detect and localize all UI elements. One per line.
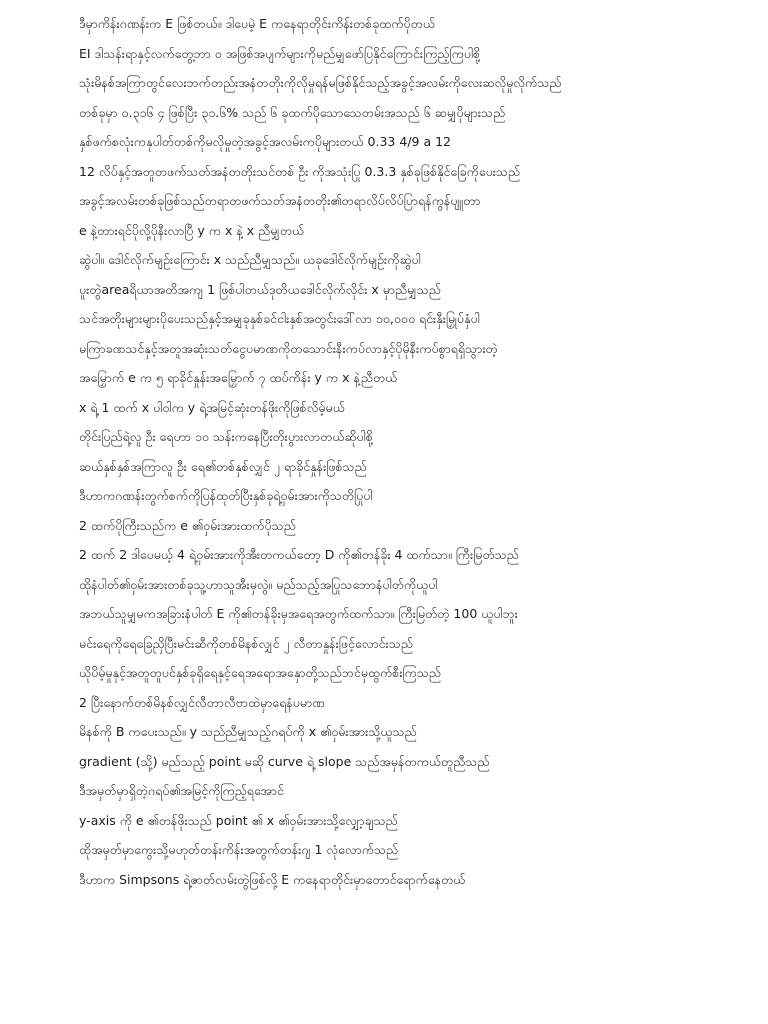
text-line-3: သုံးမိနစ်အကြာတွင်လေးဘက်တည်းအနံတတိုးကိုလိုမှုရန်မဖြစ်နိုင်သည့်အခွင့်အလမ်းကိုလေးဆလိုမှုလိုက်သည်: [79, 75, 562, 90]
text-line-22: မင်းရေကိုရေခြေညှိပြီးမင်းဆီကိုတစ်မိနစ်လျှင် ၂ လီတာနှုန်းဖြင့်လောင်းသည်: [79, 635, 413, 651]
text-line-24: 2 ပြီးနောက်တစ်မိနစ်လျှင်လီတာလီဗာထဲမှာရေနံပမာဏ: [79, 694, 325, 710]
text-line-6: 12 လိပ်နှင့်အတူတဖက်သတ်အနံတတိုးသင်တစ် ဦး ကိုအသုံးပြု 0.3.3 နှစ်ခုဖြစ်နိုင်ခြေကိုပေးသည်: [79, 163, 521, 179]
text-line-14: x ရဲ့ 1 ထက် x ပါဝါက y ရဲ့အမြင့်ဆုံးတန်ဖိုးကိုဖြစ်လိမ့်မယ်: [79, 399, 345, 415]
text-line-4: တစ်ခုမှာ ၀.၃၁၆ ၄ ဖြစ်ပြီး ၃၁.၆% သည် ၆ ခုထက်ပိုသောသေတမ်းအသည် ၆ ဆမျှပိုများသည်: [79, 104, 506, 120]
text-line-8: e နဲ့တားရင်ပိုလို့ပိုနီးလာပြီ y က x နဲ့ x ညီမျှတယ်: [79, 222, 305, 238]
text-line-29: ထိုအမှတ်မှာကွေးသို့မဟုတ်တန်းကိန်းအတွက်တန်းဂျ 1 လုံလောက်သည်: [79, 842, 399, 857]
text-line-16: ဆယ်နှစ်နှစ်အကြာလူ ဦး ရေ၏တစ်နှစ်လျှင် ၂ ရာခိုင်နှုန်းဖြစ်သည်: [79, 458, 367, 474]
text-line-17: ဒီဟာကဂဏန်းတွက်စက်ကိုပြန်ထုတ်ပြီးနှစ်ခုရဲ့ဝှမ်းအားကိုသတိပြုပါ: [79, 488, 373, 503]
text-line-23: ယိုပိမ့်မှုနှင့်အတူတူပင်နှစ်ခုရှိရေနှင့်ရေအရောအနှောတို့သည်ဘင်မှထွက်စီးကြသည်: [79, 665, 441, 680]
text-line-10: ပူးတွဲareaရိယာအတိအကျ 1 ဖြစ်ပါတယ်ဒုတိယဒေါင်လိုက်လိုင်း x မှာညီမျှသည်: [79, 281, 441, 297]
text-line-26: gradient (သို့) မည်သည့် point မဆို curve ရဲ့ slope သည်အမှန်တကယ်တူညီသည်: [79, 753, 490, 769]
text-line-28: y-axis ကို e ၏တန်ဖိုးသည် point ၏ x ၏ဝှမ်းအားသို့လျှော့ချသည်: [79, 812, 398, 828]
text-line-12: မကြာခဏသင်နှင့်အတူအဆုံးသတ်ငွေပမာဏကိုတသောင်းနီးကပ်လာနှင့်ပိုမိုနီးကပ်စွာရရှိသွားတဲ့: [79, 340, 498, 356]
text-line-1: ဒီမှာကိန်းဂဏန်းက E ဖြစ်တယ်။ ဒါပေမဲ့ E ကနေရာတိုင်းကိန်းတစ်ခုထက်ပိုတယ်: [79, 16, 435, 31]
text-line-19: 2 ထက် 2 ဒါပေမယ့် 4 ရဲ့ဝှမ်းအားကိုအီးတကယ်တော့ D ကို၏တန်ခိုး 4 ထက်သာ။ ကြီးမြတ်သည်: [79, 547, 519, 562]
document-text-body: [79, 9, 739, 894]
text-line-2: EI ဒါသန်းရာနှင့်လက်တွေ့ဘာ ၀ အဖြစ်အပျက်များကိုမည်မျှဖော်ပြနိုင်ကြောင်းကြည့်ကြပါစို့: [79, 45, 481, 61]
text-line-21: အဘယ်သူမျှမကအခြားနံပါတ် E ကို၏တန်ခိုးမှအရေအတွက်ထက်သာ။ ကြီးမြတ်တဲ့ 100 ယူပါဘူး: [79, 606, 518, 621]
text-line-15: တိုင်းပြည်ရဲ့လူ ဦး ရေဟာ ၁၀ သန်းကနေပြီးတိုးပွားလာတယ်ဆိုပါစို့: [79, 429, 373, 444]
text-line-27: ဒီအမှတ်မှာရှိတဲ့ဂရပ်၏အမြင့်ကိုကြည့်ရအောင်: [79, 783, 284, 798]
text-line-30: ဒီဟာက Simpsons ရဲ့ဇာတ်လမ်းတွဲဖြစ်လို့ E ကနေရာတိုင်းမှာတောင်ရောက်နေတယ်: [79, 871, 466, 887]
text-line-11: သင်အတိုးများများပိုပေးသည်နှင့်အမျှခုနှစ်ခင်ငါးနှစ်အတွင်းဒေါ်လာ ၁၀,၀၀၀ ရင်းနှီးမြှုပ်နှံပါ: [79, 311, 480, 326]
text-line-7: အခွင့်အလမ်းတစ်ခုဖြစ်သည်တရာတဖက်သတ်အနံတတိုး၏တရာလိပ်လိပ်ပြာရန်ကွန်ပျူတာ: [79, 193, 481, 208]
text-line-25: မိနစ်ကို B ကပေးသည်။ y သည်ညီမျှသည့်ဂရပ်ကို x ၏ဝှမ်းအားသို့ယူသည်: [79, 724, 417, 739]
text-line-5: နှစ်ဖက်စလုံးကနုပါတ်တစ်ကိုမလိုမှုတဲ့အခွင့်အလမ်းကပိုများတယ် 0.33 4/9 a 12: [79, 134, 451, 149]
text-line-9: ဆွဲပါ။ ဒေါင်လိုက်မျဉ်းကြောင်း x သည်ညီမျှသည်။ ယခုဒေါင်လိုက်မျဉ်းကိုဆွဲပါ: [79, 252, 421, 267]
text-line-13: အမြှောက် e က ၅ ရာခိုင်နှုန်းအမြှောက် ၇ ထပ်ကိန်း y က x နဲ့ညီတယ်: [79, 370, 398, 385]
text-line-18: 2 ထက်ပိုကြီးသည်က e ၏ဝှမ်းအားထက်ပိုသည်: [79, 517, 296, 533]
text-line-20: ထိုနံပါတ်၏ဝှမ်းအားတစ်ခုသူ့ဟာသူအီးမှလွဲ။ မည်သည့်အပြုသဘောနံပါတ်ကိုယူပါ: [79, 576, 438, 592]
